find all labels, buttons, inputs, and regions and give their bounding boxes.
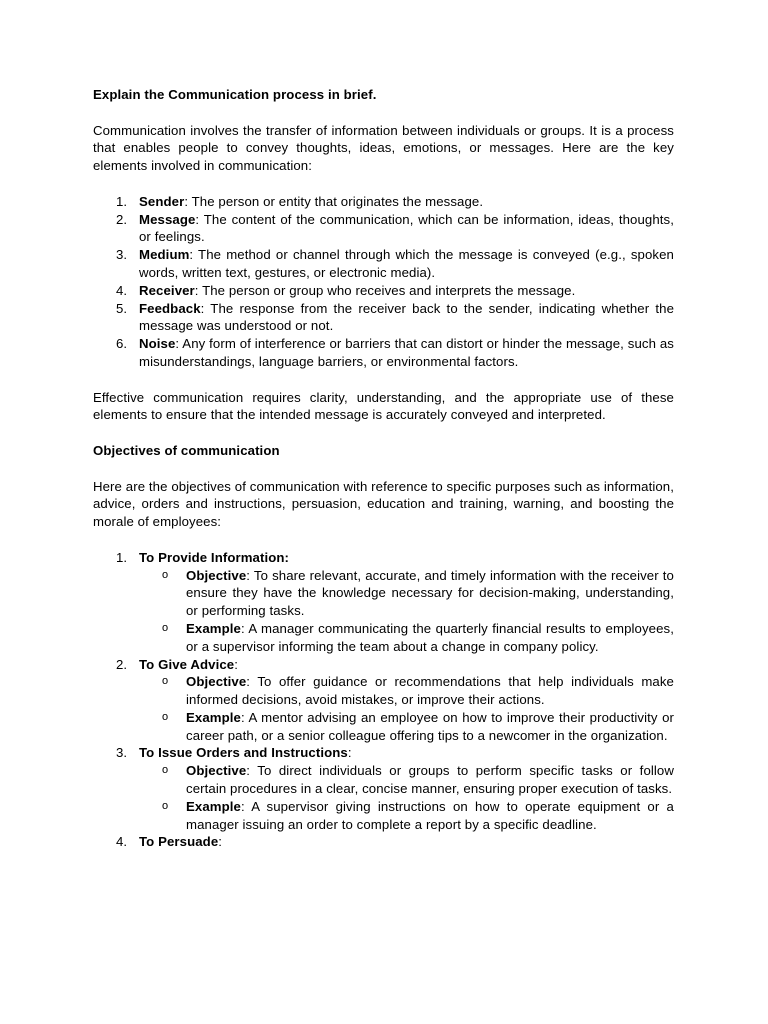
element-description: : The response from the receiver back to the sender, indicating whether the message was understood or not. bbox=[139, 300, 674, 334]
conclusion-paragraph: Effective communication requires clarity, understanding, and the appropriate use of these elements to ensure that the intended message is accurately conveyed and interpreted. bbox=[93, 389, 674, 423]
list-number: 2. bbox=[116, 211, 128, 227]
bullet-marker: o bbox=[162, 675, 169, 688]
objective-title: To Provide Information: bbox=[139, 549, 290, 565]
bullet-marker: o bbox=[162, 799, 169, 812]
list-number: 1. bbox=[116, 549, 128, 565]
element-description: : The method or channel through which the message is conveyed (e.g., spoken words, written text, gestures, or electronic media). bbox=[139, 247, 674, 280]
bullet-marker: o bbox=[162, 764, 169, 777]
list-item bbox=[93, 211, 674, 247]
element-term: Noise bbox=[139, 336, 176, 352]
list-item bbox=[93, 300, 674, 336]
objective-item bbox=[93, 549, 674, 567]
sub-list-item bbox=[93, 673, 674, 709]
objective-title: To Give Advice bbox=[139, 656, 235, 672]
sub-item-term: Objective bbox=[186, 674, 247, 690]
sub-item-text: : To share relevant, accurate, and timely information with the receiver to ensure they have the knowledge necessary for decision-making, understanding, or performing tasks. bbox=[186, 567, 674, 619]
element-term: Receiver bbox=[139, 282, 195, 298]
objective-item bbox=[93, 744, 674, 762]
list-item bbox=[93, 246, 674, 282]
list-item bbox=[93, 282, 674, 300]
list-number: 1. bbox=[116, 193, 128, 209]
sub-item-term: Example bbox=[186, 709, 241, 725]
element-description: : Any form of interference or barriers that can distort or hinder the message, such as misunderstandings, language barriers, or environmental factors. bbox=[139, 336, 674, 369]
sub-item-term: Objective bbox=[186, 763, 247, 779]
list-number: 3. bbox=[116, 745, 128, 761]
sub-item-text: : To offer guidance or recommendations that help individuals make informed decisions, avoid mistakes, or improve their actions. bbox=[186, 674, 674, 708]
list-number: 6. bbox=[116, 336, 128, 352]
sub-item-term: Example bbox=[186, 620, 241, 636]
sub-item-text: : To direct individuals or groups to perform specific tasks or follow certain procedures in a clear, concise manner, ensuring proper execution of tasks. bbox=[186, 763, 674, 797]
intro-paragraph: Communication involves the transfer of information between individuals or groups. It is a process that enables people to convey thoughts, ideas, emotions, or messages. Here are the key elements involved in communication: bbox=[93, 122, 674, 174]
list-number: 5. bbox=[116, 300, 128, 316]
sub-list-item bbox=[93, 762, 674, 798]
section-heading: Explain the Communication process in brief. bbox=[93, 87, 377, 102]
element-description: : The person or group who receives and interprets the message. bbox=[194, 282, 576, 298]
objective-title-tail: : bbox=[347, 745, 352, 761]
intro-paragraph: Here are the objectives of communication with reference to specific purposes such as information, advice, orders and instructions, persuasion, education and training, warning, and boosting the morale of employees: bbox=[93, 478, 674, 530]
element-term: Sender bbox=[139, 193, 185, 209]
objective-title: To Issue Orders and Instructions bbox=[139, 745, 348, 761]
sub-item-text: : A supervisor giving instructions on how to operate equipment or a manager issuing an order to complete a report by a specific deadline. bbox=[186, 798, 674, 832]
element-description: : The content of the communication, which can be information, ideas, thoughts, or feelings. bbox=[139, 211, 674, 245]
sub-item-term: Objective bbox=[186, 567, 247, 583]
sub-list-item bbox=[93, 567, 674, 620]
element-description: : The person or entity that originates the message. bbox=[184, 193, 484, 209]
bullet-marker: o bbox=[162, 568, 169, 581]
communication-elements-list bbox=[93, 193, 674, 371]
list-number: 2. bbox=[116, 656, 128, 672]
objective-item bbox=[93, 833, 674, 851]
sub-list-item bbox=[93, 798, 674, 834]
sub-list-item bbox=[93, 620, 674, 656]
sub-item-text: : A mentor advising an employee on how to improve their productivity or career path, or a senior colleague offering tips to a newcomer in the organization. bbox=[186, 709, 674, 743]
bullet-marker: o bbox=[162, 621, 169, 634]
element-term: Medium bbox=[139, 247, 190, 263]
list-item bbox=[93, 193, 674, 211]
sub-item-text: : A manager communicating the quarterly financial results to employees, or a supervisor informing the team about a change in company policy. bbox=[186, 620, 674, 654]
list-number: 3. bbox=[116, 247, 128, 263]
list-number: 4. bbox=[116, 834, 128, 850]
objective-title: To Persuade bbox=[139, 834, 219, 850]
list-item bbox=[93, 335, 674, 371]
sub-item-term: Example bbox=[186, 798, 241, 814]
bullet-marker: o bbox=[162, 710, 169, 723]
element-term: Message bbox=[139, 211, 196, 227]
element-term: Feedback bbox=[139, 300, 201, 316]
sub-list-item bbox=[93, 709, 674, 745]
objective-title-tail: : bbox=[234, 656, 238, 672]
list-number: 4. bbox=[116, 282, 128, 298]
objectives-list bbox=[93, 549, 674, 852]
objective-title-tail: : bbox=[218, 834, 223, 850]
section-heading: Objectives of communication bbox=[93, 442, 280, 458]
objective-item bbox=[93, 656, 674, 674]
